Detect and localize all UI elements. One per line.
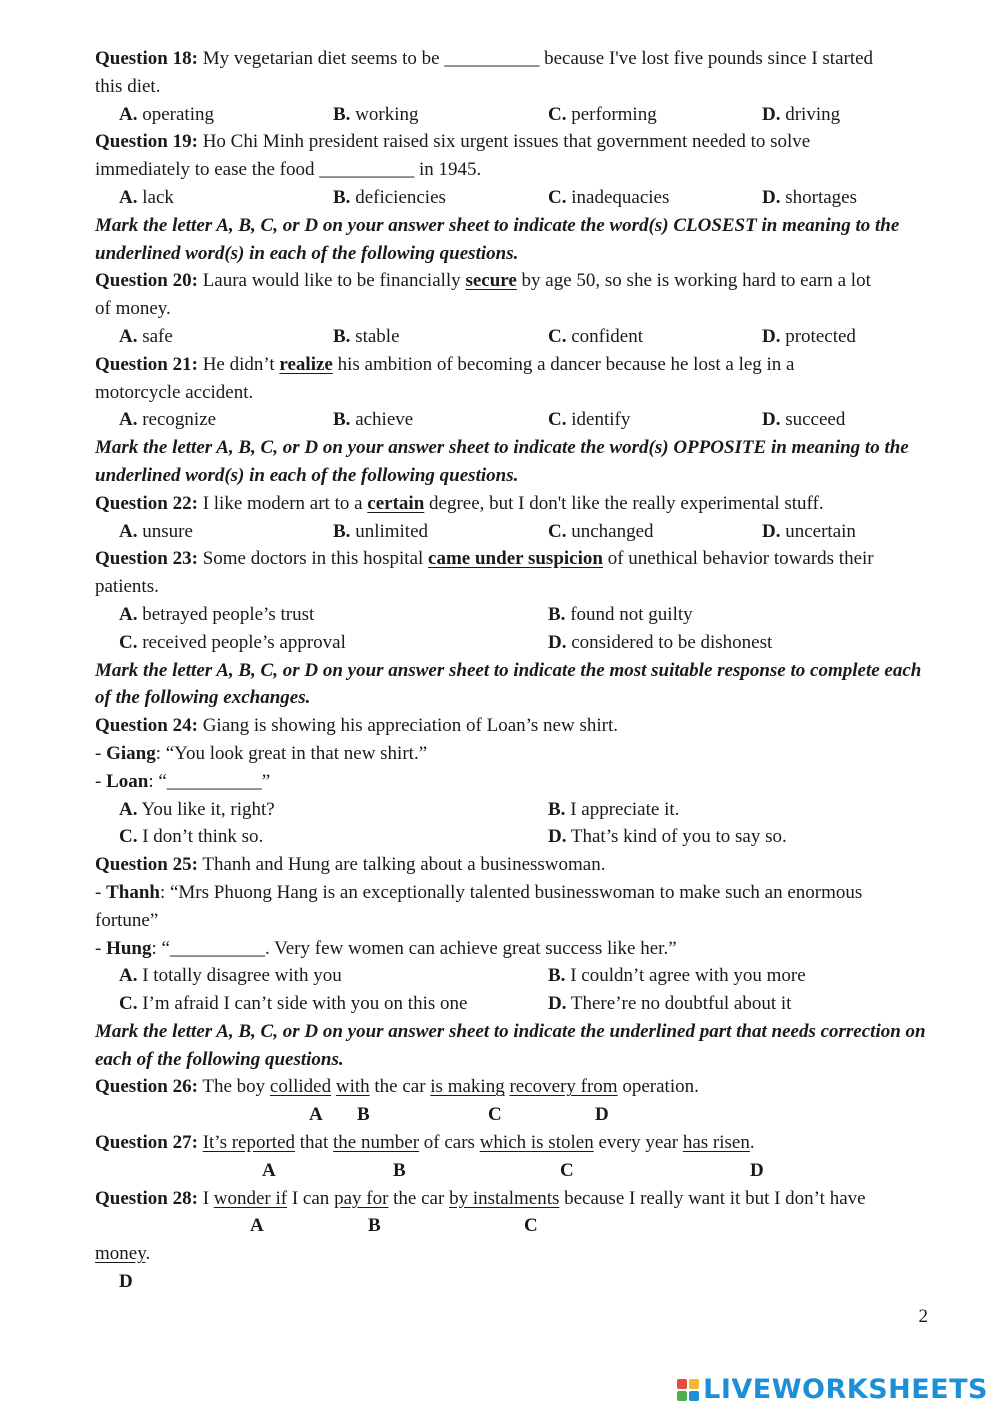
question-text: his ambition of becoming a dancer because he lost a leg in a: [332, 353, 795, 375]
worksheet-page: [95, 45, 935, 1296]
underlined-part-b[interactable]: pay for: [334, 1187, 389, 1209]
question-text: operation.: [617, 1076, 699, 1098]
option-letter: D.: [548, 826, 567, 848]
question-text: Giang is showing his appreciation of Loan’s new shirt.: [197, 715, 618, 737]
option-d[interactable]: [548, 629, 772, 657]
option-letter: D.: [762, 103, 781, 125]
option-text: shortages: [780, 186, 857, 208]
option-c[interactable]: [548, 406, 630, 434]
instruction-correction: Mark the letter A, B, C, or D on your answer sheet to indicate the underlined part that needs correction on each of the following questions.: [95, 1020, 926, 1070]
dialogue-line: - Giang: “You look great in that new shirt.”: [95, 742, 428, 764]
question-label: Question 27:: [95, 1132, 198, 1154]
question-text: Some doctors in this hospital: [197, 548, 429, 570]
option-letter: B.: [333, 520, 351, 542]
option-text: found not guilty: [565, 603, 693, 625]
question-label: Question 24:: [95, 715, 198, 737]
option-text: considered to be dishonest: [566, 631, 773, 653]
part-label-c: C: [560, 1159, 574, 1181]
question-text-cont: patients.: [95, 576, 159, 598]
option-d[interactable]: [762, 518, 856, 546]
liveworksheets-logo: [677, 1374, 988, 1405]
underlined-part-c[interactable]: which is stolen: [479, 1132, 594, 1154]
question-label: Question 21:: [95, 353, 198, 375]
option-b[interactable]: [333, 101, 419, 129]
option-text: operating: [137, 103, 214, 125]
underlined-part-a[interactable]: It’s reported: [202, 1132, 296, 1154]
option-c[interactable]: [548, 518, 654, 546]
dialogue-text: : “You look great in that new shirt.”: [155, 742, 428, 764]
option-letter: B.: [333, 325, 351, 347]
underlined-phrase: came under suspicion: [428, 548, 603, 570]
speaker-name: Giang: [106, 742, 156, 764]
part-label-c: C: [488, 1104, 502, 1126]
underlined-part-a[interactable]: collided: [269, 1076, 332, 1098]
underlined-part-c[interactable]: is making: [430, 1076, 505, 1098]
option-letter: C.: [548, 520, 567, 542]
option-c[interactable]: [119, 990, 467, 1018]
option-b[interactable]: [548, 962, 806, 990]
question-text: because I really want it but I don’t have: [559, 1187, 866, 1209]
options-row: [95, 518, 935, 546]
question-text: I can: [287, 1187, 335, 1209]
option-a[interactable]: [119, 406, 216, 434]
part-label-b: B: [357, 1104, 370, 1126]
option-c[interactable]: [548, 323, 643, 351]
option-letter: A.: [119, 520, 138, 542]
question-label: Question 22:: [95, 492, 198, 514]
question-text: of unethical behavior towards their: [602, 548, 874, 570]
part-labels: [95, 1101, 935, 1129]
question-text-cont: [95, 1240, 935, 1268]
question-21: [95, 351, 935, 379]
speaker-name: Thanh: [106, 881, 160, 903]
question-18: [95, 45, 935, 73]
option-text: unlimited: [350, 520, 429, 542]
option-b[interactable]: [333, 406, 413, 434]
instruction-closest: Mark the letter A, B, C, or D on your answer sheet to indicate the word(s) CLOSEST in meaning to the underlined word(s) in each of the following questions.: [95, 214, 900, 264]
option-letter: B.: [548, 965, 566, 987]
option-letter: A.: [119, 603, 138, 625]
option-c[interactable]: [548, 184, 669, 212]
option-text: achieve: [350, 409, 414, 431]
option-text: received people’s approval: [137, 631, 346, 653]
dialogue-text: : “Mrs Phuong Hang is an exceptionally talented businesswoman to make such an enormous: [159, 881, 863, 903]
option-b[interactable]: [548, 796, 679, 824]
question-label: Question 26:: [95, 1076, 198, 1098]
instruction-response: Mark the letter A, B, C, or D on your answer sheet to indicate the most suitable response to complete each of the following exchanges.: [95, 659, 922, 709]
question-26: [95, 1073, 935, 1101]
option-text: safe: [137, 325, 173, 347]
option-letter: A.: [119, 186, 138, 208]
option-text: recognize: [137, 409, 217, 431]
dialogue-text-cont: fortune”: [95, 909, 159, 931]
options-row: [95, 629, 935, 657]
question-text: the car: [369, 1076, 431, 1098]
question-text: My vegetarian diet seems to be __________ because I've lost five pounds since I started: [197, 48, 874, 69]
underlined-part-c[interactable]: by instalments: [449, 1187, 560, 1209]
option-text: confident: [566, 325, 643, 347]
option-text: uncertain: [780, 520, 856, 542]
option-text: stable: [350, 325, 400, 347]
options-row: [95, 796, 935, 824]
option-a[interactable]: [119, 601, 314, 629]
option-a[interactable]: [119, 184, 174, 212]
options-row: [95, 406, 935, 434]
question-text: Laura would like to be financially: [197, 270, 466, 292]
part-labels: [95, 1157, 935, 1185]
question-text: .: [749, 1132, 755, 1154]
option-text: I couldn’t agree with you more: [565, 965, 806, 987]
option-letter: D.: [762, 520, 781, 542]
question-text-cont: immediately to ease the food __________ in 1945.: [95, 159, 482, 181]
option-letter: D.: [762, 186, 781, 208]
question-text: degree, but I don't like the really experimental stuff.: [424, 492, 824, 514]
question-text: of cars: [419, 1132, 480, 1154]
options-row: [95, 823, 935, 851]
option-c[interactable]: [548, 101, 657, 129]
question-28: [95, 1185, 935, 1213]
option-letter: B.: [548, 798, 566, 820]
option-text: I totally disagree with you: [137, 965, 342, 987]
part-label-c: C: [524, 1215, 538, 1237]
option-d[interactable]: [548, 823, 787, 851]
option-letter: B.: [333, 103, 351, 125]
underlined-part-d[interactable]: money: [95, 1243, 146, 1265]
question-text: Ho Chi Minh president raised six urgent issues that government needed to solve: [197, 131, 811, 153]
part-label-d: D: [119, 1271, 133, 1293]
underlined-part-a[interactable]: wonder if: [213, 1187, 288, 1209]
instruction-opposite: Mark the letter A, B, C, or D on your answer sheet to indicate the word(s) OPPOSITE in meaning to the underlined word(s) in each of the following questions.: [95, 437, 909, 486]
logo-text: LIVEWORKSHEETS: [703, 1374, 988, 1405]
option-letter: A.: [119, 325, 138, 347]
option-letter: B.: [333, 186, 351, 208]
speaker-name: Hung: [106, 937, 152, 959]
option-text: lack: [137, 186, 174, 208]
option-letter: C.: [119, 826, 138, 848]
question-text: I: [197, 1187, 214, 1209]
option-d[interactable]: [762, 184, 857, 212]
option-d[interactable]: [762, 323, 856, 351]
option-letter: B.: [548, 603, 566, 625]
option-text: identify: [566, 409, 631, 431]
underlined-part-d[interactable]: recovery from: [509, 1076, 618, 1098]
part-label-b: B: [368, 1215, 381, 1237]
option-text: I appreciate it.: [565, 798, 680, 820]
option-letter: C.: [119, 993, 138, 1015]
option-text: That’s kind of you to say so.: [566, 826, 787, 848]
underlined-word: certain: [367, 492, 425, 514]
options-row: [95, 184, 935, 212]
underlined-part-b[interactable]: with: [335, 1076, 370, 1098]
part-label-d: D: [595, 1104, 609, 1126]
option-letter: C.: [548, 186, 567, 208]
question-label: Question 20:: [95, 270, 198, 292]
part-label-d: D: [750, 1159, 764, 1181]
options-row: [95, 990, 935, 1018]
part-labels: [95, 1212, 935, 1240]
option-b[interactable]: [333, 323, 400, 351]
question-text: by age 50, so she is working hard to earn a lot: [516, 270, 871, 292]
option-a[interactable]: [119, 796, 275, 824]
option-a[interactable]: [119, 518, 193, 546]
part-labels: [95, 1268, 935, 1296]
dialogue-line: - Hung: “__________. Very few women can achieve great success like her.”: [95, 937, 677, 959]
option-text: You like it, right?: [137, 798, 275, 820]
option-a[interactable]: [119, 323, 173, 351]
question-text: that: [295, 1132, 334, 1154]
option-text: I don’t think so.: [137, 826, 264, 848]
question-25: [95, 851, 935, 879]
question-24: [95, 712, 935, 740]
part-label-a: A: [250, 1215, 264, 1237]
option-c[interactable]: [119, 629, 346, 657]
option-letter: A.: [119, 103, 138, 125]
question-label: Question 23:: [95, 548, 198, 570]
question-20: [95, 267, 935, 295]
option-text: deficiencies: [350, 186, 446, 208]
option-c[interactable]: [119, 823, 263, 851]
option-text: I’m afraid I can’t side with you on this one: [137, 993, 468, 1015]
underlined-word: realize: [279, 353, 333, 375]
page-number: 2: [918, 1306, 928, 1327]
underlined-part-d[interactable]: has risen: [682, 1132, 750, 1154]
question-text: .: [145, 1243, 151, 1265]
option-text: betrayed people’s trust: [137, 603, 315, 625]
option-text: unsure: [137, 520, 193, 542]
option-text: performing: [566, 103, 657, 125]
options-row: [95, 323, 935, 351]
question-text-cont: of money.: [95, 298, 171, 320]
option-text: There’re no doubtful about it: [566, 993, 792, 1015]
option-letter: A.: [119, 965, 138, 987]
question-label: Question 18:: [95, 48, 198, 69]
option-letter: C.: [119, 631, 138, 653]
option-d[interactable]: [762, 406, 845, 434]
question-22: [95, 490, 935, 518]
option-d[interactable]: [762, 101, 840, 129]
question-27: [95, 1129, 935, 1157]
option-text: driving: [780, 103, 841, 125]
dialogue-text: : “__________. Very few women can achieve great success like her.”: [151, 937, 677, 959]
question-label: Question 28:: [95, 1187, 198, 1209]
option-a[interactable]: [119, 101, 214, 129]
option-text: unchanged: [566, 520, 654, 542]
part-label-a: A: [309, 1104, 323, 1126]
option-a[interactable]: [119, 962, 342, 990]
underlined-part-b[interactable]: the number: [333, 1132, 420, 1154]
part-label-b: B: [393, 1159, 406, 1181]
option-letter: A.: [119, 409, 138, 431]
option-letter: D.: [548, 993, 567, 1015]
option-text: succeed: [780, 409, 846, 431]
option-b[interactable]: [333, 184, 446, 212]
dialogue-line: - Thanh: “Mrs Phuong Hang is an exceptionally talented businesswoman to make such an enormous: [95, 881, 863, 903]
option-letter: C.: [548, 409, 567, 431]
speaker-name: Loan: [106, 770, 149, 792]
option-text: inadequacies: [566, 186, 670, 208]
dialogue-text: : “__________”: [148, 770, 271, 792]
option-letter: D.: [762, 325, 781, 347]
underlined-word: secure: [465, 270, 517, 292]
options-row: [95, 101, 935, 129]
question-text: The boy: [197, 1076, 270, 1098]
question-text: I like modern art to a: [197, 492, 368, 514]
liveworksheets-logo-icon: [677, 1379, 699, 1401]
option-letter: B.: [333, 409, 351, 431]
option-letter: C.: [548, 103, 567, 125]
option-d[interactable]: [548, 990, 791, 1018]
option-b[interactable]: [548, 601, 693, 629]
options-row: [95, 962, 935, 990]
question-19: [95, 128, 935, 156]
option-letter: D.: [762, 409, 781, 431]
question-23: [95, 545, 935, 573]
question-text: every year: [593, 1132, 683, 1154]
question-label: Question 19:: [95, 131, 198, 153]
question-text-cont: this diet.: [95, 75, 161, 97]
option-b[interactable]: [333, 518, 428, 546]
question-label: Question 25:: [95, 854, 198, 876]
dialogue-line: - Loan: “__________”: [95, 770, 271, 792]
question-text: He didn’t: [197, 353, 280, 375]
option-letter: C.: [548, 325, 567, 347]
option-text: protected: [780, 325, 856, 347]
options-row: [95, 601, 935, 629]
option-letter: D.: [548, 631, 567, 653]
question-text: Thanh and Hung are talking about a businesswoman.: [197, 854, 606, 876]
option-text: working: [350, 103, 419, 125]
question-text-cont: motorcycle accident.: [95, 381, 254, 403]
option-letter: A.: [119, 798, 138, 820]
question-text: the car: [388, 1187, 450, 1209]
part-label-a: A: [262, 1159, 276, 1181]
